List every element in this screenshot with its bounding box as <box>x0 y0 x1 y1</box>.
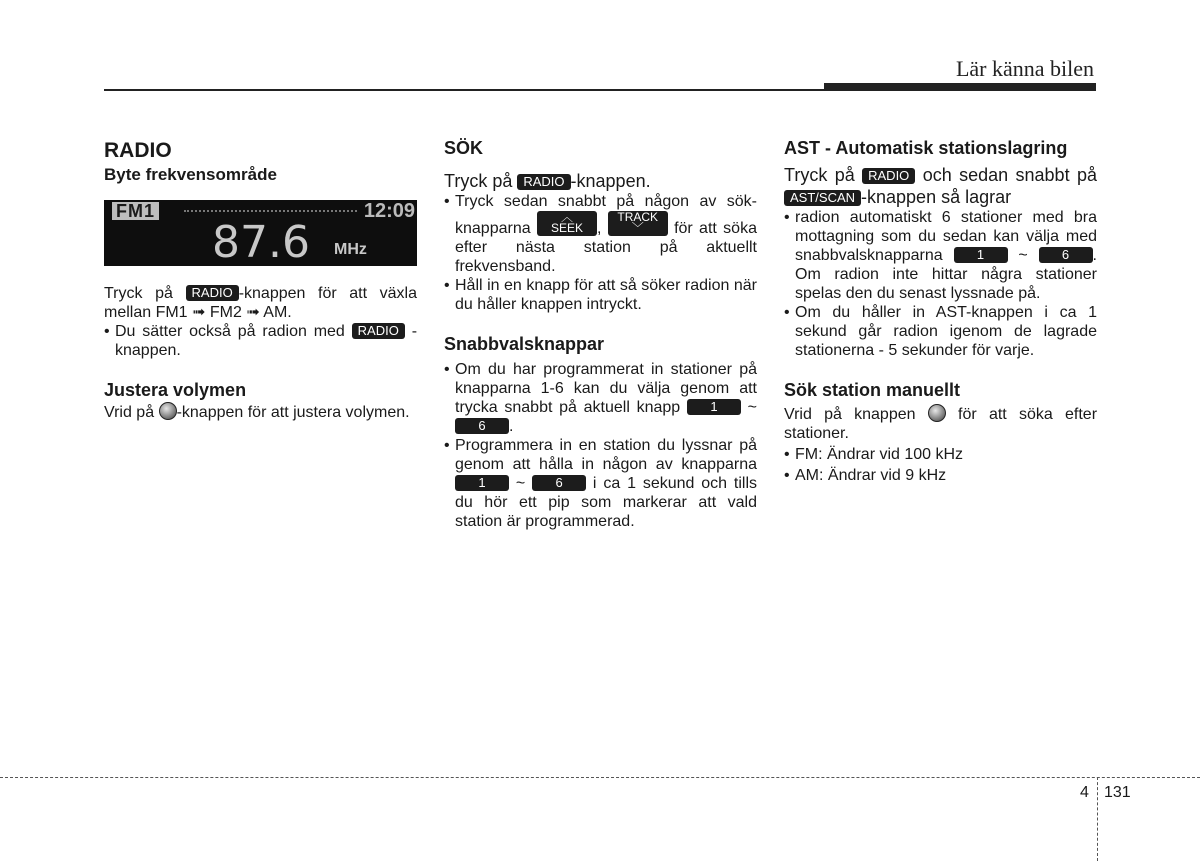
ast-bullet-1: • radion automatiskt 6 stationer med bra mottagning som du sedan kan välja med snabbvalsknapparna 1 ~ 6 . Om radion inte hittar några stationer spelas den du senast lyssnade på. <box>784 209 1097 302</box>
footer-divider <box>1097 777 1098 861</box>
display-divider <box>184 210 357 212</box>
display-frequency: 87.6 <box>212 217 310 266</box>
volume-paragraph: Vrid på -knappen för att justera volymen. <box>104 404 410 421</box>
radio-key: RADIO <box>517 174 570 190</box>
preset-6-key: 6 <box>455 418 509 434</box>
display-unit: MHz <box>334 241 367 258</box>
manual-bullet-2: • AM: Ändrar vid 9 kHz <box>784 467 947 484</box>
preset-1-key: 1 <box>687 399 741 415</box>
ast-bullet-2: • Om du håller in AST-knappen i ca 1 sekund går radion igenom de lagrade stationerna - 5 sekunder för varje. <box>784 304 1097 359</box>
sok-lead: Tryck på RADIO -knappen. <box>444 171 651 191</box>
radio-key: RADIO <box>186 285 239 301</box>
display-band: FM1 <box>112 202 159 220</box>
radio-subtitle: Byte frekvensområde <box>104 165 277 184</box>
ast-scan-key: AST/SCAN <box>784 190 861 206</box>
volume-title: Justera volymen <box>104 380 247 400</box>
display-time: 12:09 <box>363 200 415 222</box>
radio-paragraph: Tryck på RADIO -knappen för att växla mellan FM1 ➟ FM2 ➟ AM. <box>104 285 418 321</box>
radio-key: RADIO <box>862 168 915 184</box>
manual-title: Sök station manuellt <box>784 380 961 400</box>
sok-title: SÖK <box>444 138 484 158</box>
preset-1-key: 1 <box>455 475 509 491</box>
sok-bullet-1: • Tryck sedan snabbt på någon av sök-knapparna ︿ SEEK , TRACK ﹀ för att söka efter nästa station på aktuellt frekvensband. <box>444 193 757 275</box>
preset-1-key: 1 <box>954 247 1008 263</box>
radio-bullet: • Du sätter också på radion med RADIO -knappen. <box>104 323 418 359</box>
radio-key: RADIO <box>352 323 405 339</box>
preset-6-key: 6 <box>532 475 586 491</box>
manual-paragraph: Vrid på knappen för att söka efter stationer. <box>784 406 1098 442</box>
ast-lead: Tryck på RADIO och sedan snabbt på AST/SCAN -knappen så lagrar <box>784 165 1097 207</box>
sok-bullet-2: • Håll in en knapp för att så söker radion när du håller knappen intryckt. <box>444 277 757 313</box>
page-number: 131 <box>1104 784 1131 801</box>
manual-bullet-1: • FM: Ändrar vid 100 kHz <box>784 446 964 463</box>
ast-title: AST - Automatisk stationslagring <box>784 138 1068 158</box>
page-header-title: Lär känna bilen <box>955 56 1094 81</box>
section-number: 4 <box>1080 784 1089 801</box>
column-sok <box>444 136 757 531</box>
radio-display-image <box>104 200 417 266</box>
snabb-title: Snabbvalsknappar <box>444 334 605 354</box>
header-rule-accent <box>824 83 1096 90</box>
volume-knob-icon <box>159 402 177 420</box>
snabb-bullet-1: • Om du har programmerat in stationer på knapparna 1-6 kan du välja genom att trycka snabbt på aktuell knapp 1 ~ 6 . <box>444 361 757 435</box>
column-ast <box>784 136 1097 485</box>
preset-6-key: 6 <box>1039 247 1093 263</box>
track-key: TRACK ﹀ <box>608 211 668 236</box>
column-radio <box>104 136 417 422</box>
radio-title: RADIO <box>104 139 172 162</box>
tune-knob-icon <box>928 404 946 422</box>
footer-rule <box>0 777 1200 778</box>
seek-key: ︿ SEEK <box>537 211 597 236</box>
snabb-bullet-2: • Programmera in en station du lyssnar på genom att hålla in någon av knapparna 1 ~ 6 i ca 1 sekund och tills du hör ett pip som markerar att vald station är programmerad. <box>444 437 758 530</box>
